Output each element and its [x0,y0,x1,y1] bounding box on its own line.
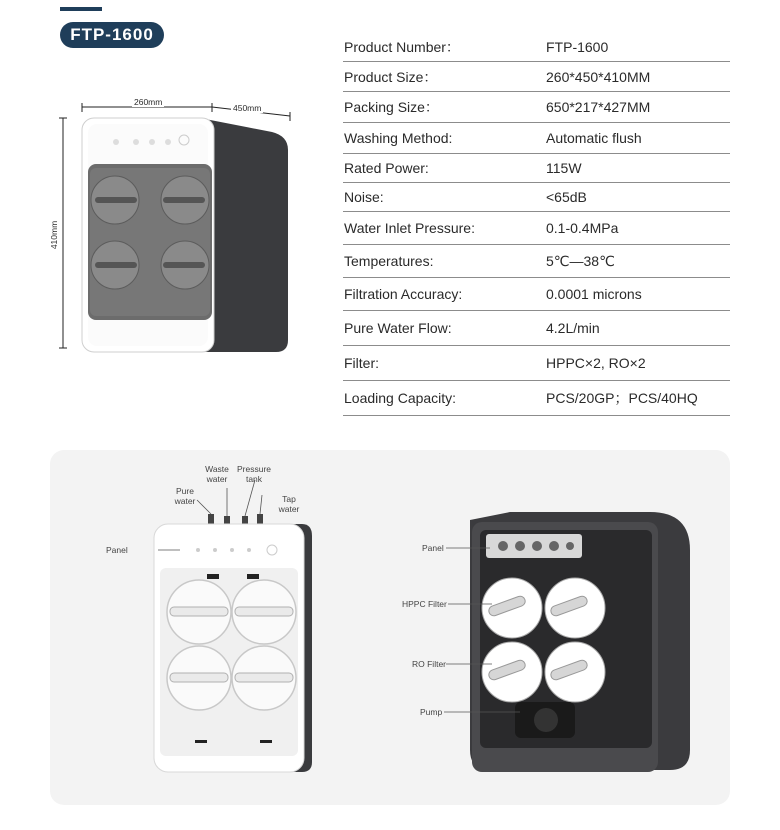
spec-value: 115W [546,160,582,176]
spec-label: Packing Size： [344,99,439,115]
callout-panel-inside: Panel [422,543,444,553]
spec-label: Filter: [344,355,379,371]
spec-row-pure-water-flow [343,311,730,346]
spec-value: Automatic flush [546,130,642,146]
spec-row-product-number [343,32,730,62]
spec-row-water-inlet-pressure [343,212,730,245]
top-accent-rule [60,7,102,11]
spec-label: Loading Capacity: [344,390,457,406]
callout-pressure-tank: Pressure tank [236,464,271,484]
purifier-views-illustration [50,450,730,805]
purifier-dimension-illustration [50,90,300,360]
spec-value: 650*217*427MM [546,99,651,115]
callout-waste-water: Waste water [205,464,229,484]
spec-label: Product Number： [344,38,460,55]
callout-pump: Pump [420,707,443,717]
spec-row-product-size [343,62,730,92]
spec-value: 0.1-0.4MPa [546,220,619,236]
spec-value: FTP-1600 [546,38,609,55]
spec-row-temperatures [343,245,730,278]
spec-label: Filtration Accuracy: [344,286,463,302]
spec-label: Rated Power: [344,160,429,176]
spec-value: HPPC×2, RO×2 [546,355,646,371]
spec-label: Temperatures: [344,253,434,269]
spec-row-noise [343,183,730,212]
spec-value: <65dB [546,189,587,205]
callout-pure-water: Pure water [174,486,196,506]
spec-value: 0.0001 microns [546,286,642,302]
height-dimension-label: 410mm [49,220,60,250]
spec-value: 4.2L/min [546,320,600,336]
callout-ro-filter: RO Filter [412,659,446,669]
spec-row-loading-capacity [343,381,730,416]
spec-row-packing-size [343,92,730,123]
spec-value: 5℃—38℃ [546,252,615,269]
spec-row-filtration-accuracy [343,278,730,311]
dimension-diagram [50,90,300,360]
spec-value: PCS/20GP；PCS/40HQ [546,390,698,406]
callout-hppc-filter: HPPC Filter [402,599,447,609]
spec-label: Water Inlet Pressure: [344,220,475,236]
spec-label: Product Size： [344,68,438,85]
component-illustration-panel [50,450,730,805]
width-dimension-label: 260mm [134,97,163,107]
spec-row-rated-power [343,154,730,183]
spec-table [343,32,730,416]
spec-label: Noise: [344,189,384,205]
spec-label: Washing Method: [344,130,453,146]
callout-tap-water: Tap water [278,494,300,514]
model-badge: FTP-1600 [60,22,164,48]
depth-dimension-label: 450mm [233,103,262,113]
spec-value: 260*450*410MM [546,68,651,85]
spec-row-washing-method [343,123,730,154]
spec-row-filter [343,346,730,381]
callout-panel-front: Panel [106,545,128,555]
spec-label: Pure Water Flow: [344,320,452,336]
